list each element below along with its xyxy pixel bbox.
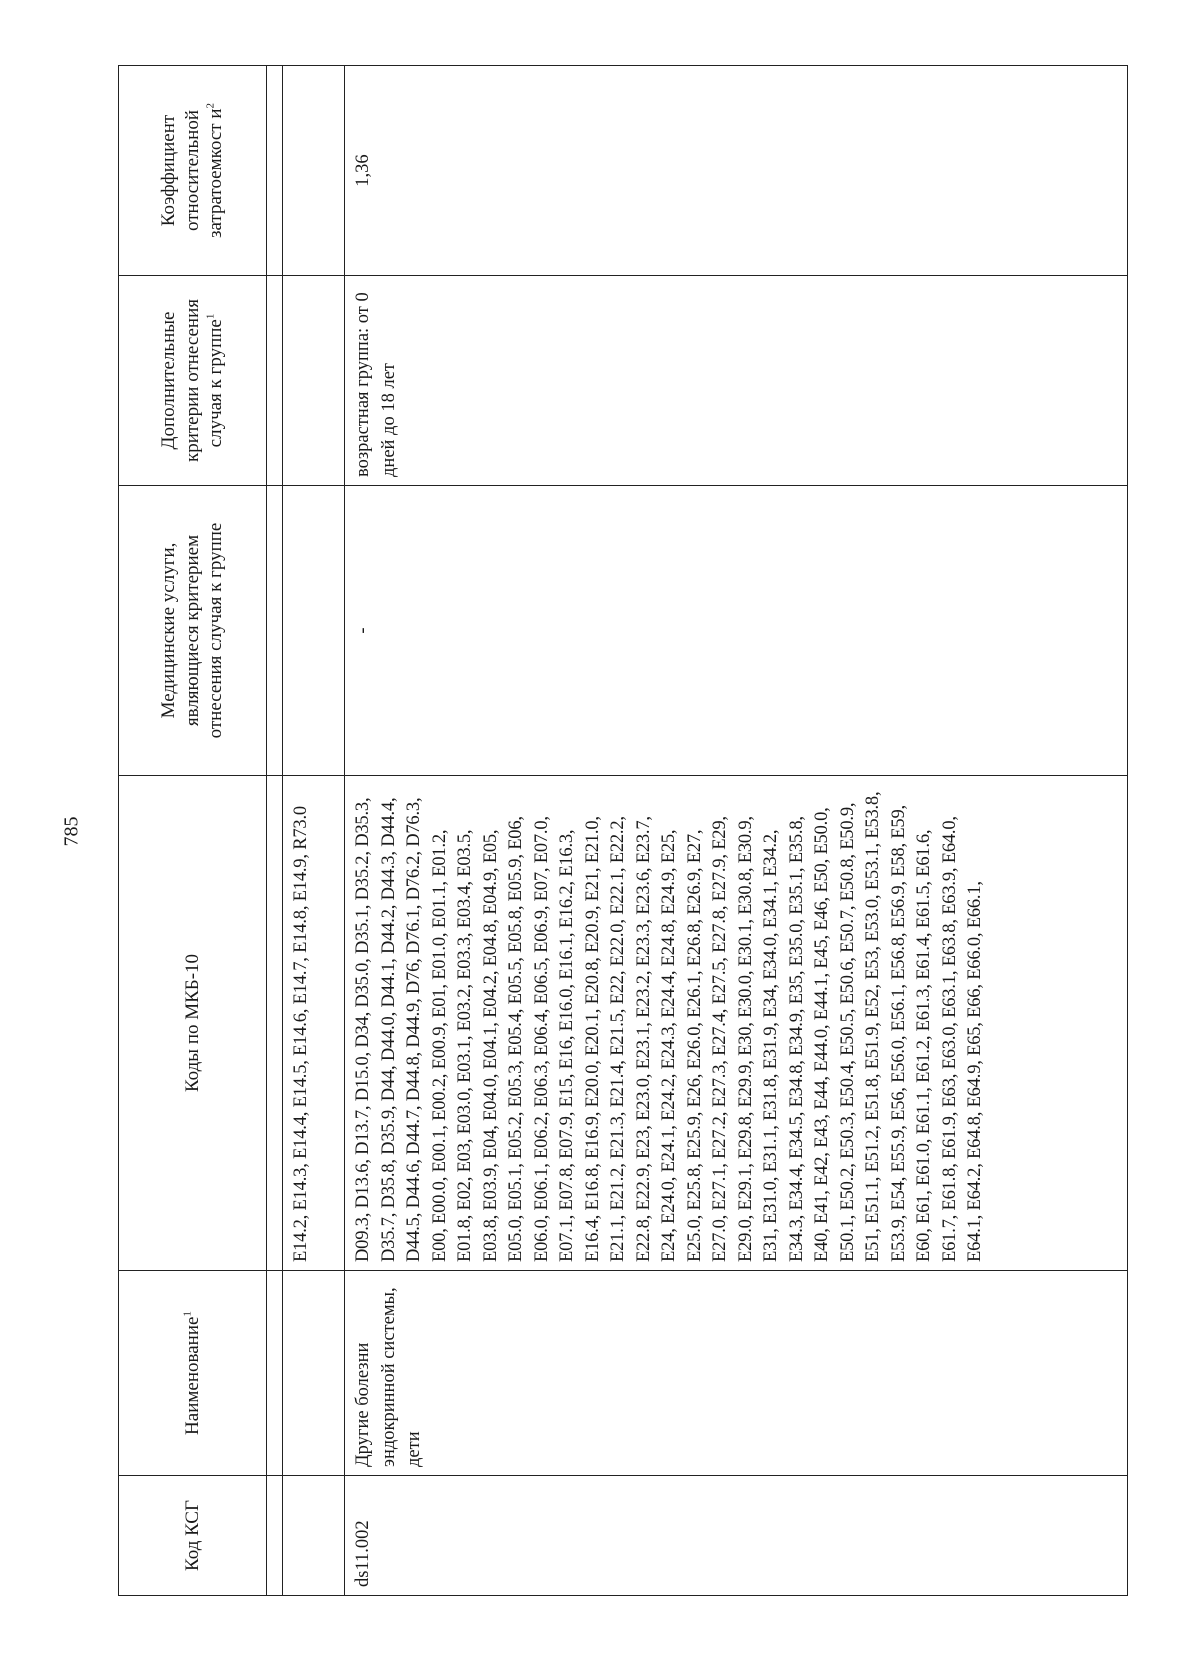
page-number: 785 [60,816,83,847]
header-coefficient-sup: 2 [205,102,218,109]
continuation-icd-codes: E14.2, E14.3, E14.4, E14.5, E14.6, E14.7, E14.8, E14.9, R73.0 [283,776,345,1271]
header-name-text: Наименование [181,1316,203,1435]
ksg-table [118,65,1128,1596]
header-coefficient-text: Коэффициент относительной затратоемкост и [157,108,227,239]
table-row [283,66,345,1596]
services-cell: - [345,486,1128,776]
rotated-table-container [118,66,1128,1596]
header-services: Медицинские услуги, являющиеся критерием отнесения случая к группе [119,486,267,776]
header-name-sup: 1 [181,1311,194,1317]
header-criteria-sup: 1 [205,313,218,320]
table-separator-row [267,66,283,1596]
table-row [345,66,1128,1596]
header-icd-codes: Коды по МКБ-10 [119,776,267,1271]
name-cell: Другие болезни эндокринной системы, дети [345,1271,1128,1476]
header-criteria-text: Дополнительные критерии отнесения случая к группе [157,298,227,463]
ksg-code-cell: ds11.002 [345,1476,1128,1596]
coefficient-cell: 1,36 [345,66,1128,276]
icd-codes-cell: D09.3, D13.6, D13.7, D15.0, D34, D35.0, D35.1, D35.2, D35.3, D35.7, D35.8, D35.9, D44, D44.0, D44.1, D44.2, D44.3, D44.4, D44.5, D44.6, D44.7, D44.8, D44.9, D76, D76.1, D76.2, D76.3, E00, E00.0, E00.1, E00.2, E00.9, E01, E01.0, E01.1, E01.2, E01.8, E02, E03, E03.0, E03.1, E03.2, E03.3, E03.4, E03.5, E03.8, E03.9, E04, E04.0, E04.1, E04.2, E04.8, E04.9, E05, E05.0, E05.1, E05.2, E05.3, E05.4, E05.5, E05.8, E05.9, E06, E06.0, E06.1, E06.2, E06.3, E06.4, E06.5, E06.9, E07, E07.0, E07.1, E07.8, E07.9, E15, E16, E16.0, E16.1, E16.2, E16.3, E16.4, E16.8, E16.9, E20.0, E20.1, E20.8, E20.9, E21, E21.0, E21.1, E21.2, E21.3, E21.4, E21.5, E22, E22.0, E22.1, E22.2, E22.8, E22.9, E23, E23.0, E23.1, E23.2, E23.3, E23.6, E23.7, E24, E24.0, E24.1, E24.2, E24.3, E24.4, E24.8, E24.9, E25, E25.0, E25.8, E25.9, E26, E26.0, E26.1, E26.8, E26.9, E27, E27.0, E27.1, E27.2, E27.3, E27.4, E27.5, E27.8, E27.9, E29, E29.0, E29.1, E29.8, E29.9, E30, E30.0, E30.1, E30.8, E30.9, E31, E31.0, E31.1, E31.8, E31.9, E34, E34.0, E34.1, E34.2, E34.3, E34.4, E34.5, E34.8, E34.9, E35, E35.0, E35.1, E35.8, E40, E41, E42, E43, E44, E44.0, E44.1, E45, E46, E50, E50.0, E50.1, E50.2, E50.3, E50.4, E50.5, E50.6, E50.7, E50.8, E50.9, E51, E51.1, E51.2, E51.8, E51.9, E52, E53, E53.0, E53.1, E53.8, E53.9, E54, E55.9, E56, E56.0, E56.1, E56.8, E56.9, E58, E59, E60, E61, E61.0, E61.1, E61.2, E61.3, E61.4, E61.5, E61.6, E61.7, E61.8, E61.9, E63, E63.0, E63.1, E63.8, E63.9, E64.0, E64.1, E64.2, E64.8, E64.9, E65, E66, E66.0, E66.1, [345,776,1128,1271]
criteria-cell: возрастная группа: от 0 дней до 18 лет [345,276,1128,486]
header-name [119,1271,267,1476]
table-header-row [119,66,267,1596]
header-coefficient [119,66,267,276]
header-criteria [119,276,267,486]
header-ksg-code: Код КСГ [119,1476,267,1596]
